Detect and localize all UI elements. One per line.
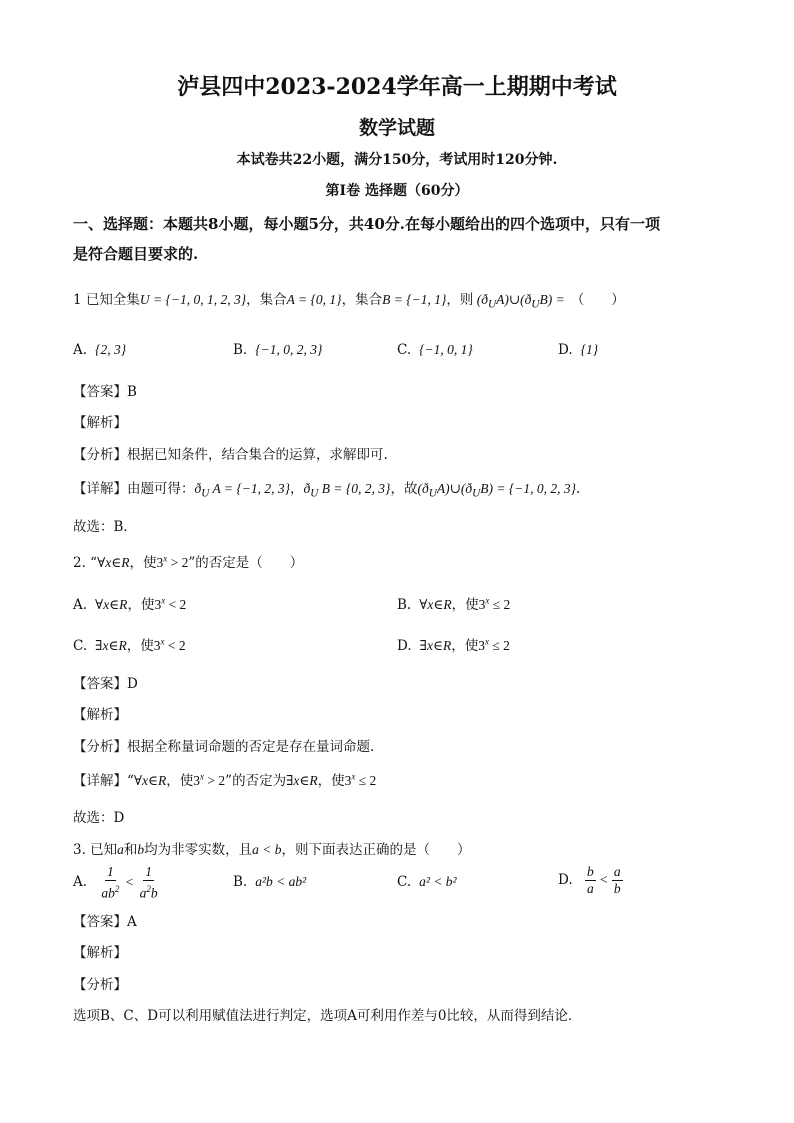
q2-option-c: C. ∃x∈R，使$3^x < 2$	[73, 636, 186, 654]
q1-set-a: A = {0, 1}	[286, 292, 342, 307]
q1-stem: 1 已知全集U = {−1, 0, 1, 2, 3}，集合A = {0, 1}，集合B = {−1, 1}，则 $(ð_UA)\cup(ð_UB)$ = （ ）	[73, 288, 625, 311]
exam-title: 泸县四中2023-2024学年高一上期期中考试	[177, 74, 617, 100]
q1-option-d: D. {1}	[558, 342, 599, 358]
q2-option-a: A. ∀x∈R，使$3^x < 2$	[73, 595, 187, 613]
q1-expression: $(ð_UA)\cup(ð_UB)$ =	[473, 292, 565, 311]
q1-option-c: C. {−1, 0, 1}	[397, 342, 473, 358]
q3-analysis: 【分析】	[73, 977, 127, 993]
q3-jiexi: 【解析】	[73, 945, 127, 961]
q1-jiexi: 【解析】	[73, 415, 127, 431]
section-heading-line2: 是符合题目要求的.	[73, 245, 199, 263]
q2-detail: 【详解】“∀x∈R，使$3^x > 2$”的否定为∃x∈R，使$3^x \le 2$	[73, 771, 377, 789]
q1-answer: 【答案】B	[73, 384, 137, 400]
q2-option-d: D. ∃x∈R，使$3^x \le 2$	[397, 636, 510, 654]
exam-info: 本试卷共22小题，满分150分，考试用时120分钟.	[236, 152, 558, 168]
q1-set-b: B = {−1, 1}	[382, 292, 447, 307]
q2-option-b: B. ∀x∈R，使$3^x \le 2$	[397, 595, 511, 613]
q1-detail: 【详解】由题可得：$ð_U$ A = {−1, 2, 3}，$ð_U$ B = {0, 2, 3}，故$(ð_UA)\cup(ð_UB) = \{-1$, 0, 2, 3}.	[73, 481, 581, 500]
q3-option-c: C. a² < b²	[397, 874, 457, 890]
q2-conclusion: 故选：D	[73, 810, 125, 826]
q2-jiexi: 【解析】	[73, 707, 127, 723]
part-heading: 第I卷 选择题（60分）	[325, 183, 469, 199]
q2-answer: 【答案】D	[73, 676, 138, 692]
q3-option-d: D. $\frac{b}{a}$ < $\frac{a}{b}$	[558, 864, 621, 896]
exam-subject: 数学试题	[358, 117, 435, 139]
q3-option-b: B. a²b < ab²	[233, 874, 307, 890]
q3-option-a: A. $\frac{1}{ab^2}$ < $\frac{1}{a^2b}$	[73, 864, 158, 901]
q1-option-b: B. {−1, 0, 2, 3}	[233, 342, 323, 358]
section-heading-line1: 一、选择题：本题共8小题，每小题5分，共40分.在每小题给出的四个选项中，只有一项	[73, 215, 660, 233]
q1-set-u: U = {−1, 0, 1, 2, 3}	[139, 292, 247, 307]
q1-blank: （ ）	[570, 292, 625, 308]
q2-stem: 2. “∀x∈R，使$3^x > 2$”的否定是（ ）	[73, 553, 304, 571]
q1-analysis: 【分析】根据已知条件，结合集合的运算，求解即可.	[73, 447, 388, 463]
q3-analysis-text: 选项B、C、D可以利用赋值法进行判定，选项A可利用作差与0比较，从而得到结论．	[73, 1008, 582, 1024]
q2-analysis: 【分析】根据全称量词命题的否定是存在量词命题.	[73, 739, 375, 755]
q3-answer: 【答案】A	[73, 914, 137, 930]
q1-option-a: A. {2, 3}	[73, 342, 127, 358]
q1-conclusion: 故选：B．	[73, 519, 137, 535]
q3-stem: 3. 已知a和b均为非零实数，且a < b，则下面表达正确的是（ ）	[73, 842, 471, 858]
